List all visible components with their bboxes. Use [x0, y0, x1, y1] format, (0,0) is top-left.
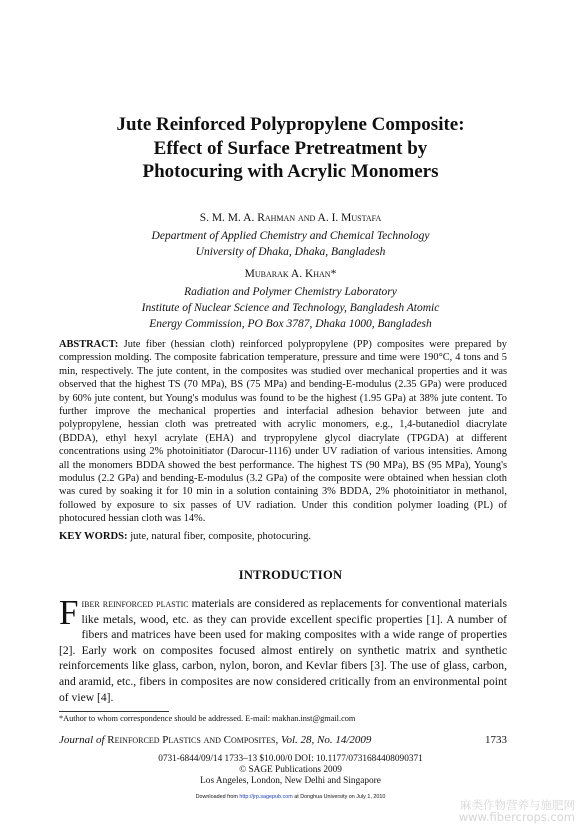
imprint-line-3: Los Angeles, London, New Delhi and Singapore — [200, 776, 381, 786]
journal-name: Reinforced Plastics and Composites, — [107, 734, 279, 746]
keywords-text: jute, natural fiber, composite, photocuring. — [130, 531, 312, 542]
download-prefix: Downloaded from — [195, 794, 238, 800]
download-link[interactable]: http://jrp.sagepub.com — [239, 794, 293, 800]
watermark-line-2: www.fibercrops.com — [458, 810, 575, 824]
abstract — [59, 338, 507, 526]
title-line-1: Jute Reinforced Polypropylene Composite: — [116, 114, 465, 135]
abstract-text: Jute fiber (hessian cloth) reinforced polypropylene (PP) composites were prepared by compression molding. The composite fabrication temperature, pressure and time were 190°C, 4 tons and 5 min, respectively. The jute content, in the composites was studied over mechanical properties and it was observed that the highest TS (70 MPa), BS (75 MPa) and bending-E-modulus (2.35 GPa) were produced by 60% jute content, but Young's modulus was found to be the highest (1.95 GPa) at 38% jute content. To further improve the mechanical properties and interfacial adhesion behavior between jute and polypropylene, hessian cloth was pretreated with acrylic monomers, e.g., 1,4-butanediol diacrylate (BDDA), ethyl hexyl acrylate (EHA) and trypropylene glycol diacrylate (TPGDA) at different concentrations using 2% photoinitiator (Darocur-1116) under UV radiation of various intensities. Among all the monomers BDDA showed the best performance. The highest TS (90 MPa), BS (95 MPa), Young's modulus (2.2 GPa) and bending-E-modulus (3.2 GPa) of the composite were obtained when hessian cloth was cured by soaking it for 10 min in a solution containing 3% BDDA, 2% photoinitiator in methanol, followed by exposure to six passes of UV radiation. Under this condition polymer loading (PL) of photocured hessian cloth was 14%. — [59, 339, 507, 525]
keywords-label: KEY WORDS: — [59, 531, 128, 542]
page-number: 1733 — [485, 734, 507, 746]
paper-title — [40, 113, 541, 184]
footnote: *Author to whom correspondence should be addressed. E-mail: makhan.inst@gmail.com — [59, 714, 356, 723]
author-names-2: Mubarak A. Khan* — [244, 268, 337, 280]
imprint-line-2: © SAGE Publications 2009 — [239, 765, 342, 775]
abstract-label: ABSTRACT: — [59, 339, 119, 350]
affiliation-2-line-3: Energy Commission, PO Box 3787, Dhaka 1000, Bangladesh — [149, 318, 432, 330]
drop-cap: F — [59, 593, 79, 632]
title-line-3: Photocuring with Acrylic Monomers — [142, 161, 439, 182]
footnote-rule — [59, 711, 169, 712]
affiliation-2-line-2: Institute of Nuclear Science and Technology, Bangladesh Atomic — [141, 302, 440, 314]
journal-volume: Vol. 28, No. 14/2009 — [280, 734, 372, 746]
intro-smallcaps: iber reinforced plastic — [81, 597, 189, 610]
author-names-1: S. M. M. A. Rahman and A. I. Mustafa — [199, 212, 382, 224]
journal-citation — [59, 734, 371, 746]
section-heading-introduction: INTRODUCTION — [238, 568, 343, 582]
title-line-2: Effect of Surface Pretreatment by — [153, 137, 428, 159]
affiliation-1-line-1: Department of Applied Chemistry and Chemical Technology — [151, 230, 430, 242]
journal-prefix: Journal of — [59, 734, 105, 746]
imprint-line-1: 0731-6844/09/14 1733–13 $10.00/0 DOI: 10.1177/0731684408090371 — [158, 754, 423, 764]
intro-text: materials are considered as replacements for conventional materials like metals, wood, etc. as they can provide excellent specific properties [1]. A number of fibers and matrices have been used for making composites with a wide range of properties [2]. Early work on composites focused almost entirely on synthetic matrix and synthetic reinforcements like glass, carbon, nylon, boron, and Kevlar fibers [3]. The use of glass, carbon, and aramid, etc., fibers in composites are now considered critically from an environmental point of view [4]. — [59, 597, 507, 704]
keywords — [59, 530, 507, 543]
watermark — [459, 799, 575, 823]
affiliation-1-line-2: University of Dhaka, Dhaka, Bangladesh — [195, 246, 386, 258]
watermark-line-1: 麻类作物营养与施肥网 — [460, 798, 575, 812]
affiliation-2-line-1: Radiation and Polymer Chemistry Laboratory — [184, 286, 397, 298]
introduction-paragraph — [59, 593, 507, 705]
download-suffix: at Donghua University on July 1, 2010 — [294, 794, 386, 800]
